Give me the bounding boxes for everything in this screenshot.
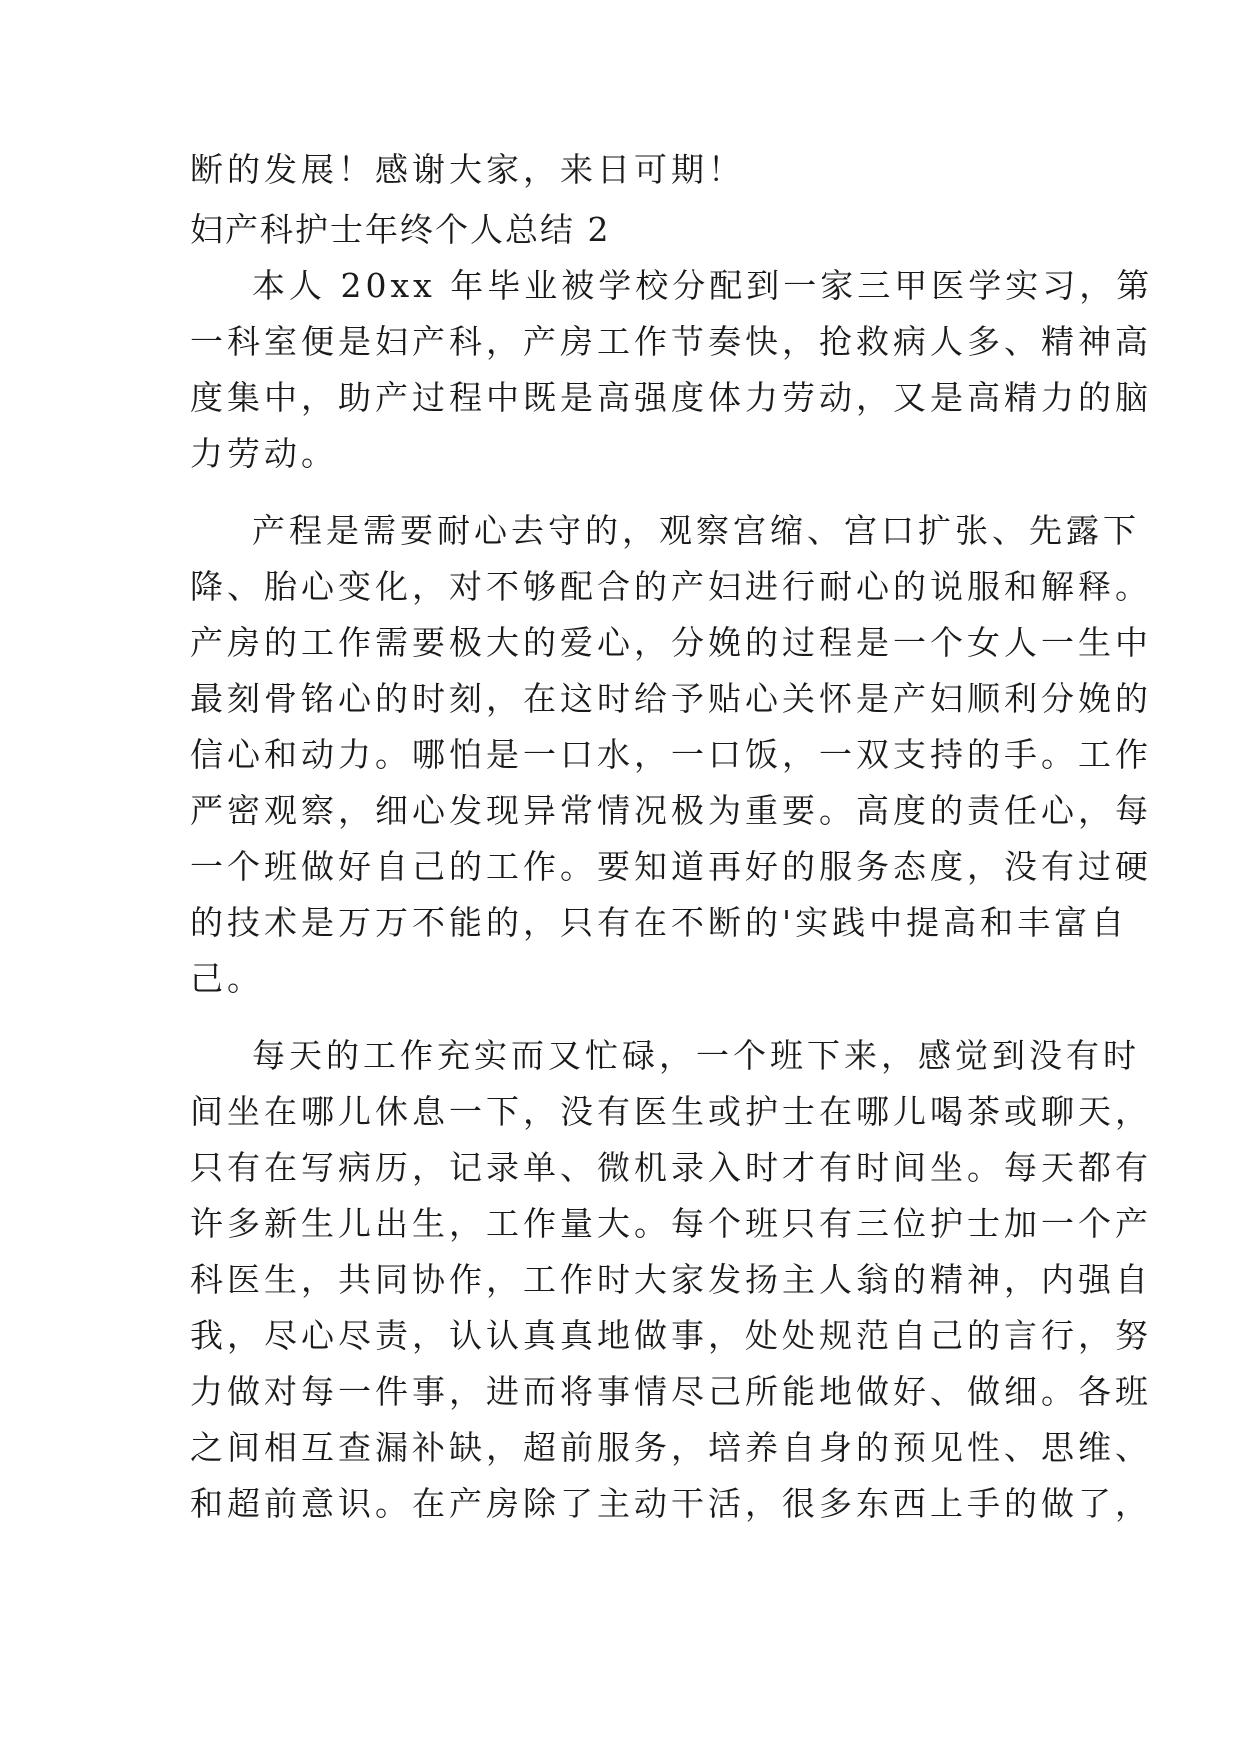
text-line: 我，尽心尽责，认认真真地做事，处处规范自己的言行，努 bbox=[190, 1316, 1152, 1355]
text-line: 降、胎心变化，对不够配合的产妇进行耐心的说服和解释。 bbox=[190, 567, 1152, 606]
text-line: 产房的工作需要极大的爱心，分娩的过程是一个女人一生中 bbox=[190, 623, 1152, 662]
text-line: 力劳动。 bbox=[190, 434, 338, 473]
text-line: 度集中，助产过程中既是高强度体力劳动，又是高精力的脑 bbox=[190, 378, 1152, 417]
section-title: 妇产科护士年终个人总结 2 bbox=[190, 210, 611, 249]
text-line: 科医生，共同协作，工作时大家发扬主人翁的精神，内强自 bbox=[190, 1260, 1152, 1299]
text-line: 一科室便是妇产科，产房工作节奏快，抢救病人多、精神高 bbox=[190, 322, 1152, 361]
paragraph-first-line: 本人 20xx 年毕业被学校分配到一家三甲医学实习，第 bbox=[252, 266, 1154, 305]
paragraph-first-line: 每天的工作充实而又忙碌，一个班下来，感觉到没有时 bbox=[252, 1036, 1140, 1075]
text-line: 间坐在哪儿休息一下，没有医生或护士在哪儿喝茶或聊天， bbox=[190, 1092, 1152, 1131]
text-line: 信心和动力。哪怕是一口水，一口饭，一双支持的手。工作 bbox=[190, 735, 1152, 774]
text-line: 一个班做好自己的工作。要知道再好的服务态度，没有过硬 bbox=[190, 847, 1152, 886]
text-line: 力做对每一件事，进而将事情尽己所能地做好、做细。各班 bbox=[190, 1372, 1152, 1411]
text-line: 最刻骨铭心的时刻，在这时给予贴心关怀是产妇顺利分娩的 bbox=[190, 679, 1152, 718]
text-line: 只有在写病历，记录单、微机录入时才有时间坐。每天都有 bbox=[190, 1148, 1152, 1187]
text-line: 严密观察，细心发现异常情况极为重要。高度的责任心，每 bbox=[190, 791, 1152, 830]
text-line: 之间相互查漏补缺，超前服务，培养自身的预见性、思维、 bbox=[190, 1428, 1152, 1467]
text-line: 己。 bbox=[190, 959, 264, 998]
text-line: 断的发展！感谢大家，来日可期！ bbox=[190, 150, 745, 189]
paragraph-first-line: 产程是需要耐心去守的，观察宫缩、宫口扩张、先露下 bbox=[252, 511, 1140, 550]
text-line: 的技术是万万不能的，只有在不断的'实践中提高和丰富自 bbox=[190, 903, 1129, 942]
text-line: 和超前意识。在产房除了主动干活，很多东西上手的做了， bbox=[190, 1484, 1152, 1523]
text-line: 许多新生儿出生，工作量大。每个班只有三位护士加一个产 bbox=[190, 1204, 1152, 1243]
